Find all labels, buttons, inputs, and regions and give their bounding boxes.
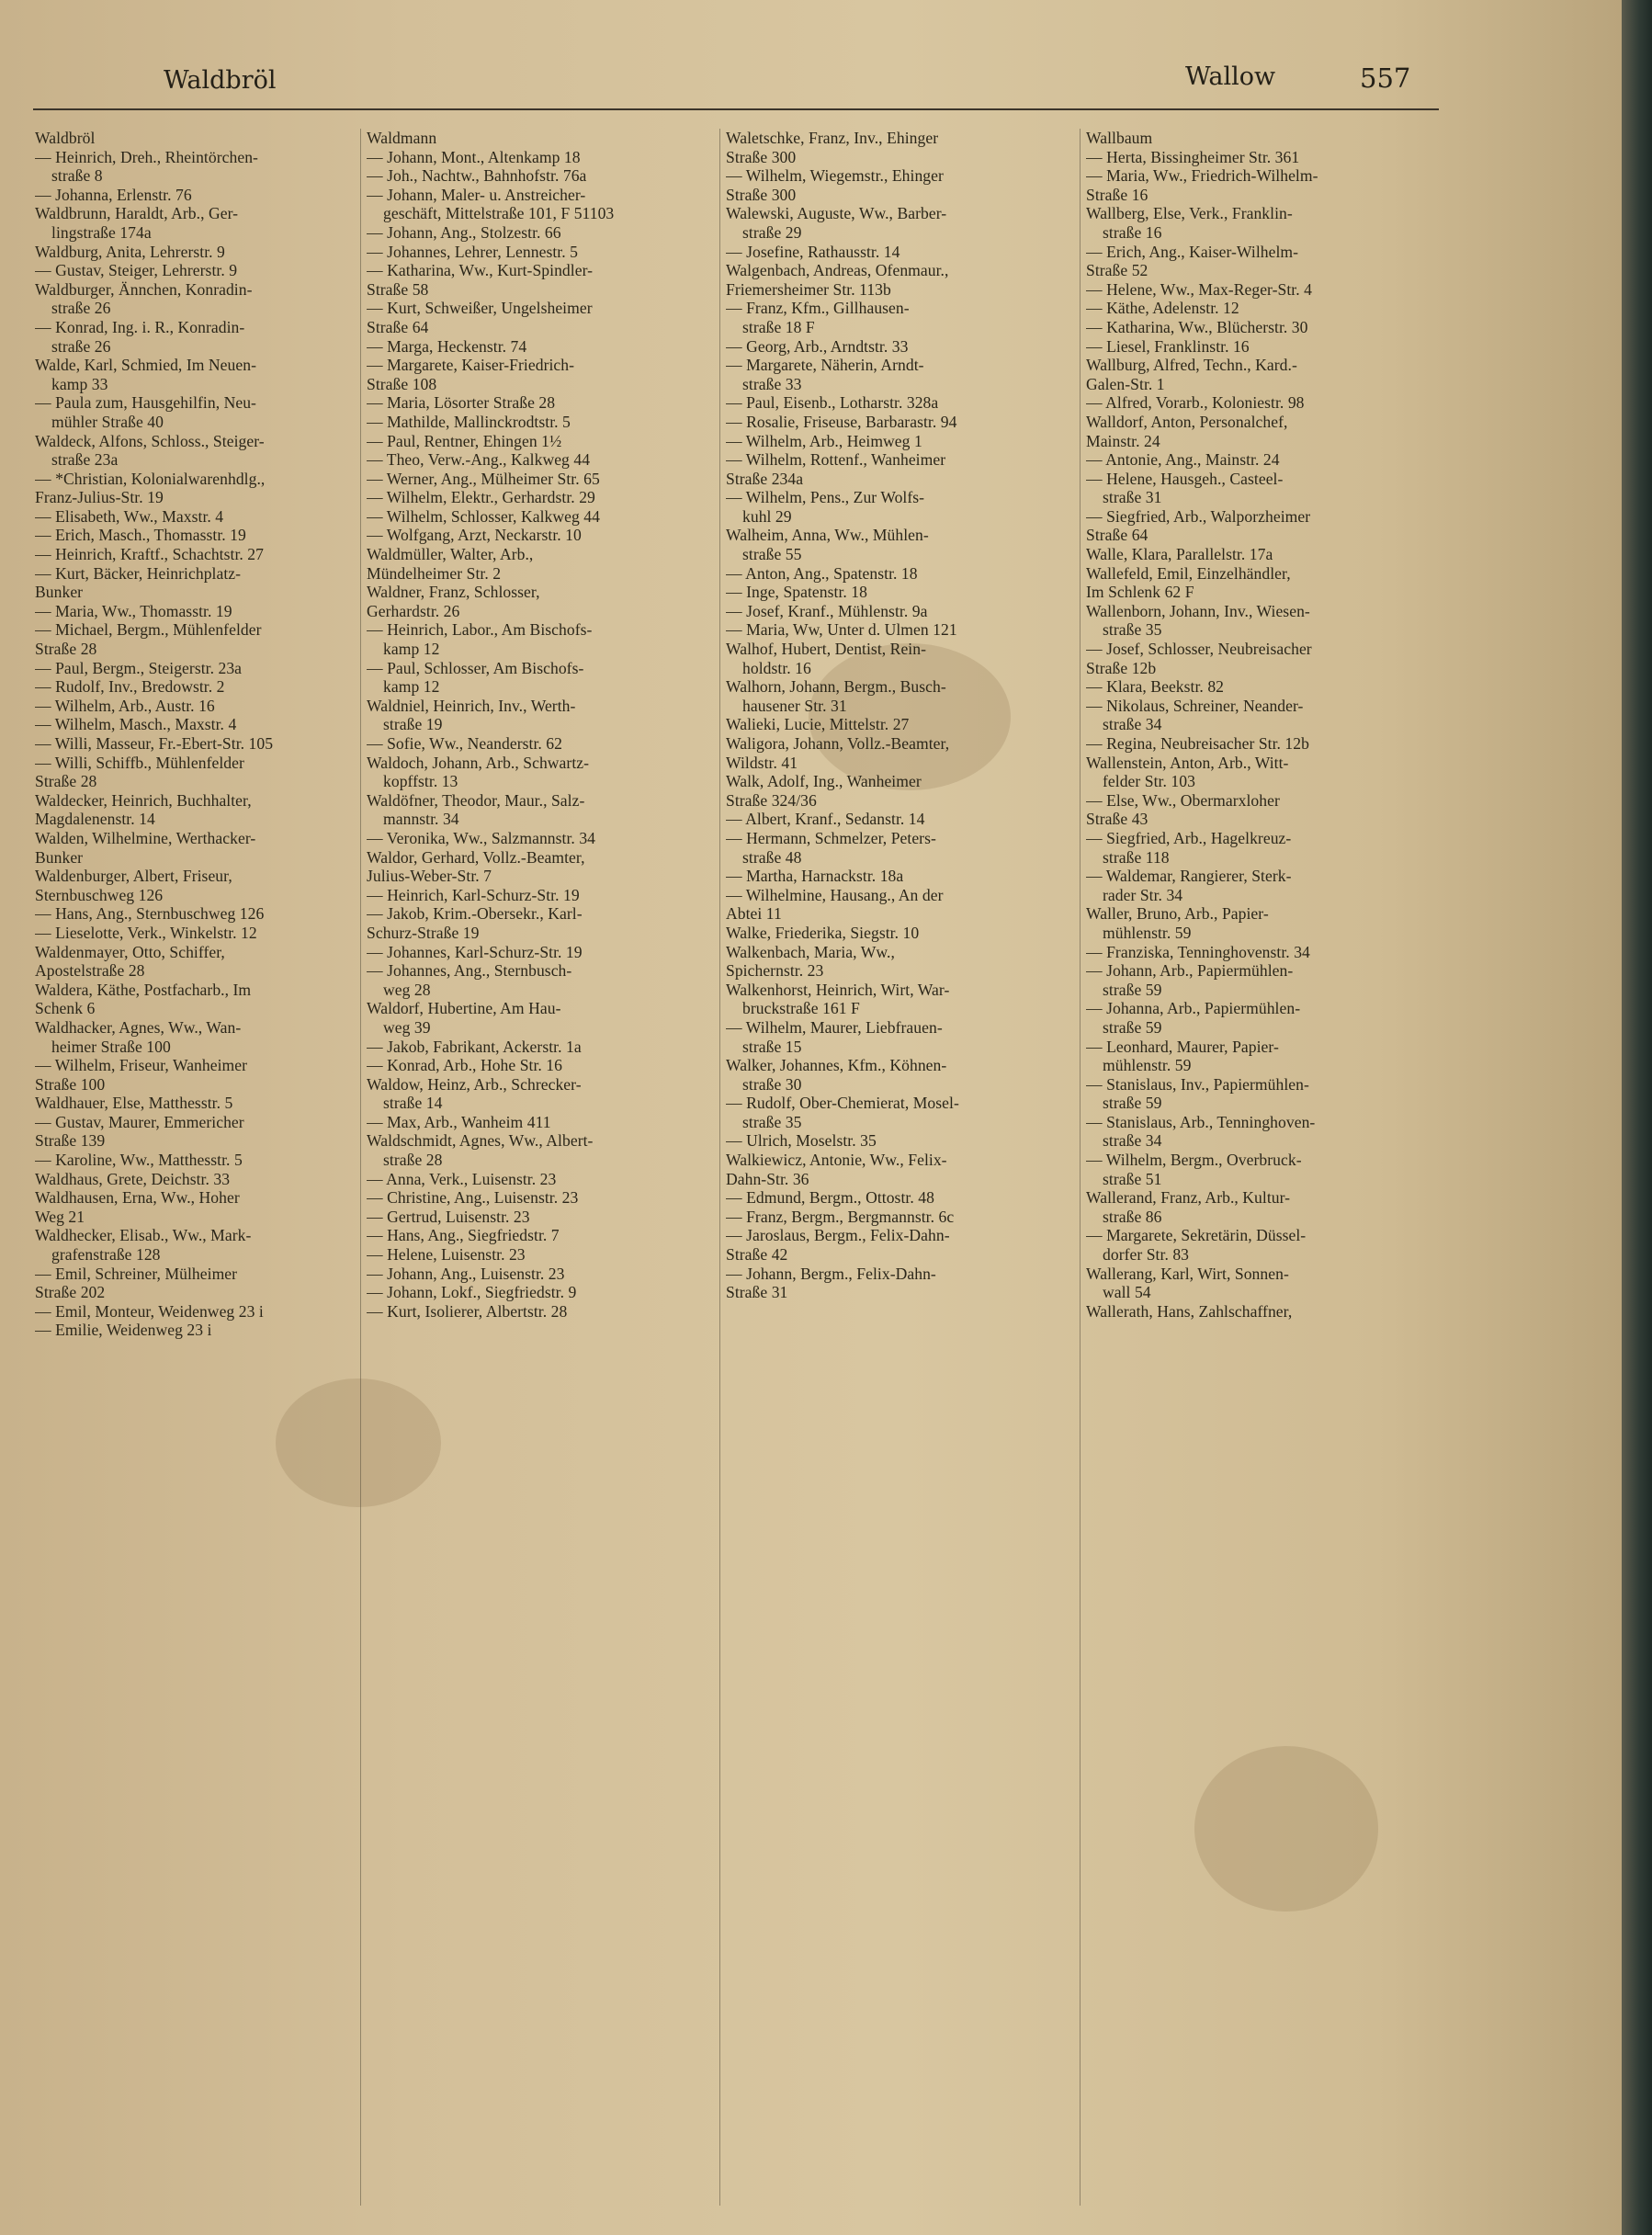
directory-entry-line: Waligora, Johann, Vollz.-Beamter, [726,734,950,753]
directory-entry-line: — Anton, Ang., Spatenstr. 18 [726,563,918,583]
directory-entry-line: Straße 28 [35,772,97,791]
directory-entry-line: straße 15 [742,1037,802,1056]
directory-entry-line: straße 59 [1103,1094,1162,1113]
directory-entry-line: Abtei 11 [726,904,782,924]
directory-entry-line: — Johann, Ang., Stolzestr. 66 [367,222,561,242]
directory-entry-line: — Willi, Masseur, Fr.-Ebert-Str. 105 [35,734,274,753]
directory-entry-line: — Konrad, Ing. i. R., Konradin- [35,317,245,336]
directory-entry-line: — Franz, Kfm., Gillhausen- [726,299,910,318]
directory-entry-line: Waldmüller, Walter, Arb., [367,545,534,564]
directory-entry-line: — Klara, Beekstr. 82 [1086,677,1225,697]
directory-entry-line: straße 16 [1103,222,1162,242]
directory-entry-line: — Heinrich, Dreh., Rheintörchen- [35,147,258,166]
directory-entry-line: — Wilhelm, Elektr., Gerhardstr. 29 [367,488,595,507]
directory-entry-line: Sternbuschweg 126 [35,885,164,904]
directory-entry-line: — Inge, Spatenstr. 18 [726,583,867,602]
directory-entry-line: Straße 300 [726,185,797,204]
directory-entry-line: kuhl 29 [742,506,792,526]
directory-entry-line: — Wilhelm, Pens., Zur Wolfs- [726,488,925,507]
directory-entry-line: straße 28 [383,1151,443,1170]
directory-entry-line: — Wilhelm, Bergm., Overbruck- [1086,1151,1302,1170]
directory-entry-line: Waldhaus, Grete, Deichstr. 33 [35,1169,231,1188]
directory-entry-line: Waldor, Gerhard, Vollz.-Beamter, [367,847,585,867]
directory-entry-line: — Erich, Ang., Kaiser-Wilhelm- [1086,242,1299,261]
directory-entry-line: straße 19 [383,715,443,734]
directory-entry-line: Waldera, Käthe, Postfacharb., Im [35,980,252,999]
directory-entry-line: — Georg, Arb., Arndtstr. 33 [726,336,909,356]
directory-entry-line: Schenk 6 [35,999,96,1018]
directory-entry-line: — Wilhelmine, Hausang., An der [726,885,944,904]
directory-entry-line: — Joh., Nachtw., Bahnhofstr. 76a [367,166,587,186]
running-head-left: Waldbröl [164,66,277,95]
directory-entry-line: Walden, Wilhelmine, Werthacker- [35,828,256,847]
directory-entry-line: straße 55 [742,545,802,564]
directory-entry-line: bruckstraße 161 F [742,999,860,1018]
directory-entry-line: Walhorn, Johann, Bergm., Busch- [726,677,946,697]
directory-entry-line: straße 30 [742,1074,802,1094]
directory-entry-line: Waller, Bruno, Arb., Papier- [1086,904,1269,924]
directory-entry-line: Schurz-Straße 19 [367,923,480,942]
directory-entry-line: — Max, Arb., Wanheim 411 [367,1112,551,1131]
directory-column-3 [726,129,1084,2206]
directory-entry-line: — Anna, Verk., Luisenstr. 23 [367,1169,557,1188]
directory-entry-line: Wallberg, Else, Verk., Franklin- [1086,204,1293,223]
directory-entry-line: — Josef, Kranf., Mühlenstr. 9a [726,601,928,620]
directory-entry-line: Waldburger, Ännchen, Konradin- [35,279,253,299]
directory-entry-line: Waldenmayer, Otto, Schiffer, [35,942,225,961]
directory-entry-line: Straße 202 [35,1283,106,1302]
directory-entry-line: — Rosalie, Friseuse, Barbarastr. 94 [726,412,957,431]
directory-entry-line: — Wilhelm, Friseur, Wanheimer [35,1056,248,1075]
directory-entry-line: Wallenborn, Johann, Inv., Wiesen- [1086,601,1310,620]
directory-entry-line: Straße 42 [726,1245,788,1265]
directory-entry-line: Waldniel, Heinrich, Inv., Werth- [367,696,576,715]
directory-entry-line: Straße 139 [35,1131,106,1151]
directory-entry-line: — Wilhelm, Arb., Austr. 16 [35,696,215,715]
directory-column-1 [35,129,393,2206]
directory-entry-line: dorfer Str. 83 [1103,1245,1190,1265]
directory-entry-line: — Emil, Schreiner, Mülheimer [35,1264,238,1283]
directory-entry-line: lingstraße 174a [51,222,152,242]
directory-entry-line: Im Schlenk 62 F [1086,583,1194,602]
directory-entry-line: — Rudolf, Ober-Chemierat, Mosel- [726,1094,959,1113]
directory-entry-line: geschäft, Mittelstraße 101, F 51103 [383,204,615,223]
directory-entry-line: — Johann, Lokf., Siegfriedstr. 9 [367,1283,577,1302]
directory-entry-line: — Wilhelm, Wiegemstr., Ehinger [726,166,944,186]
directory-entry-line: wall 54 [1103,1283,1151,1302]
directory-entry-line: straße 35 [742,1112,802,1131]
directory-entry-line: Wallenstein, Anton, Arb., Witt- [1086,753,1289,772]
directory-entry-line: weg 28 [383,980,431,999]
directory-entry-line: straße 31 [1103,488,1162,507]
directory-entry-line: — Rudolf, Inv., Bredowstr. 2 [35,677,225,697]
directory-entry-line: — Helene, Ww., Max-Reger-Str. 4 [1086,279,1312,299]
directory-entry-line: straße 34 [1103,1131,1162,1151]
directory-entry-line: — Jakob, Fabrikant, Ackerstr. 1a [367,1037,582,1056]
directory-entry-line: — *Christian, Kolonialwarenhdlg., [35,469,266,488]
directory-entry-line: Waldner, Franz, Schlosser, [367,583,540,602]
directory-entry-line: straße 51 [1103,1169,1162,1188]
directory-entry-line: straße 34 [1103,715,1162,734]
directory-entry-line: grafenstraße 128 [51,1245,161,1265]
directory-entry-line: — Marga, Heckenstr. 74 [367,336,527,356]
directory-entry-line: felder Str. 103 [1103,772,1195,791]
directory-entry-line: kamp 12 [383,677,440,697]
directory-entry-line: Walle, Klara, Parallelstr. 17a [1086,545,1273,564]
directory-entry-line: Spichernstr. 23 [726,961,824,981]
directory-entry-line: Weg 21 [35,1207,85,1226]
directory-entry-line: Walk, Adolf, Ing., Wanheimer [726,772,922,791]
directory-entry-line: Walke, Friederika, Siegstr. 10 [726,923,920,942]
directory-entry-line: — Erich, Masch., Thomasstr. 19 [35,526,246,545]
directory-entry-line: straße 48 [742,847,802,867]
directory-entry-line: Friemersheimer Str. 113b [726,279,891,299]
directory-entry-line: — Siegfried, Arb., Walporzheimer [1086,506,1311,526]
directory-entry-line: Walde, Karl, Schmied, Im Neuen- [35,356,256,375]
directory-entry-line: holdstr. 16 [742,658,811,677]
directory-entry-line: — Helene, Hausgeh., Casteel- [1086,469,1284,488]
page-number: 557 [1360,62,1411,94]
directory-entry-line: — Margarete, Sekretärin, Düssel- [1086,1226,1307,1245]
directory-entry-line: mühlenstr. 59 [1103,1056,1192,1075]
directory-entry-line: — Paul, Schlosser, Am Bischofs- [367,658,584,677]
directory-entry-line: Waldoch, Johann, Arb., Schwartz- [367,753,590,772]
directory-entry-line: Mündelheimer Str. 2 [367,563,502,583]
directory-entry-line: straße 33 [742,374,802,393]
directory-entry-line: — Maria, Ww, Unter d. Ulmen 121 [726,620,957,640]
directory-entry-line: Waldburg, Anita, Lehrerstr. 9 [35,242,225,261]
directory-entry-line: Straße 31 [726,1283,788,1302]
directory-entry-line: Magdalenenstr. 14 [35,810,155,829]
directory-entry-line: — Sofie, Ww., Neanderstr. 62 [367,734,562,753]
directory-entry-line: — Margarete, Näherin, Arndt- [726,356,924,375]
directory-entry-line: — Josefine, Rathausstr. 14 [726,242,900,261]
directory-entry-line: — Helene, Luisenstr. 23 [367,1245,526,1265]
directory-entry-line: Walker, Johannes, Kfm., Köhnen- [726,1056,947,1075]
directory-entry-line: Wildstr. 41 [726,753,798,772]
directory-entry-line: — Wilhelm, Schlosser, Kalkweg 44 [367,506,600,526]
directory-entry-line: — Johannes, Ang., Sternbusch- [367,961,572,981]
directory-entry-line: Straße 100 [35,1074,106,1094]
directory-entry-line: — Johann, Maler- u. Anstreicher- [367,185,586,204]
directory-entry-line: straße 14 [383,1094,443,1113]
directory-entry-line: — Johann, Ang., Luisenstr. 23 [367,1264,565,1283]
directory-entry-line: Bunker [35,583,84,602]
directory-entry-line: — Jakob, Krim.-Obersekr., Karl- [367,904,583,924]
directory-entry-line: — Werner, Ang., Mülheimer Str. 65 [367,469,600,488]
directory-entry-line: Wallerath, Hans, Zahlschaffner, [1086,1301,1293,1321]
directory-entry-line: rader Str. 34 [1103,885,1183,904]
directory-entry-line: Franz-Julius-Str. 19 [35,488,164,507]
directory-entry-line: — Johanna, Erlenstr. 76 [35,185,192,204]
directory-entry-line: Straße 28 [35,640,97,659]
directory-entry-line: Waldbrunn, Haraldt, Arb., Ger- [35,204,239,223]
directory-entry-line: — Else, Ww., Obermarxloher [1086,790,1280,810]
directory-entry-line: — Katharina, Ww., Blücherstr. 30 [1086,317,1308,336]
directory-entry-line: Straße 16 [1086,185,1148,204]
directory-entry-line: Waldorf, Hubertine, Am Hau- [367,999,561,1018]
directory-entry-line: — Regina, Neubreisacher Str. 12b [1086,734,1309,753]
directory-entry-line: — Heinrich, Kraftf., Schachtstr. 27 [35,545,264,564]
directory-entry-line: Straße 64 [1086,526,1148,545]
directory-column-4 [1086,129,1444,2206]
directory-entry-line: Walkenhorst, Heinrich, Wirt, War- [726,980,950,999]
directory-entry-line: — Christine, Ang., Luisenstr. 23 [367,1188,579,1208]
directory-entry-line: Straße 234a [726,469,804,488]
directory-entry-line: — Johanna, Arb., Papiermühlen- [1086,999,1301,1018]
directory-entry-line: — Johannes, Lehrer, Lennestr. 5 [367,242,578,261]
directory-entry-line: Wallbaum [1086,129,1153,147]
directory-entry-line: Waldhausen, Erna, Ww., Hoher [35,1188,240,1208]
directory-entry-line: — Willi, Schiffb., Mühlenfelder [35,753,244,772]
directory-entry-line: straße 86 [1103,1207,1162,1226]
directory-entry-line: — Lieselotte, Verk., Winkelstr. 12 [35,923,257,942]
directory-entry-line: straße 29 [742,222,802,242]
directory-entry-line: — Johann, Arb., Papiermühlen- [1086,961,1294,981]
directory-entry-line: — Alfred, Vorarb., Koloniestr. 98 [1086,393,1305,413]
directory-entry-line: — Gustav, Steiger, Lehrerstr. 9 [35,261,238,280]
directory-entry-line: straße 8 [51,166,103,186]
directory-entry-line: Gerhardstr. 26 [367,601,460,620]
directory-entry-line: — Gertrud, Luisenstr. 23 [367,1207,530,1226]
directory-entry-line: Walhof, Hubert, Dentist, Rein- [726,640,927,659]
directory-entry-line: — Jaroslaus, Bergm., Felix-Dahn- [726,1226,950,1245]
directory-entry-line: Wallerand, Franz, Arb., Kultur- [1086,1188,1291,1208]
directory-entry-line: Straße 12b [1086,658,1157,677]
directory-entry-line: — Herta, Bissingheimer Str. 361 [1086,147,1300,166]
directory-entry-line: — Johann, Mont., Altenkamp 18 [367,147,581,166]
directory-entry-line: straße 26 [51,336,111,356]
directory-entry-line: — Käthe, Adelenstr. 12 [1086,299,1239,318]
directory-entry-line: — Kurt, Bäcker, Heinrichplatz- [35,563,242,583]
directory-entry-line: — Stanislaus, Arb., Tenninghoven- [1086,1112,1316,1131]
directory-entry-line: — Katharina, Ww., Kurt-Spindler- [367,261,594,280]
directory-entry-line: mühler Straße 40 [51,412,164,431]
directory-entry-line: Waldschmidt, Agnes, Ww., Albert- [367,1131,594,1151]
directory-entry-line: — Paul, Bergm., Steigerstr. 23a [35,658,243,677]
directory-entry-line: Straße 58 [367,279,429,299]
directory-entry-line: — Waldemar, Rangierer, Sterk- [1086,867,1292,886]
directory-entry-line: — Stanislaus, Inv., Papiermühlen- [1086,1074,1309,1094]
directory-entry-line: Waldecker, Heinrich, Buchhalter, [35,790,252,810]
directory-entry-line: — Margarete, Kaiser-Friedrich- [367,356,575,375]
directory-entry-line: weg 39 [383,1017,431,1037]
running-head-right: Wallow [1185,62,1276,91]
directory-entry-line: straße 26 [51,299,111,318]
directory-entry-line: — Theo, Verw.-Ang., Kalkweg 44 [367,450,591,470]
directory-entry-line: — Wilhelm, Arb., Heimweg 1 [726,431,922,450]
directory-entry-line: — Ulrich, Moselstr. 35 [726,1131,877,1151]
directory-entry-line: — Martha, Harnackstr. 18a [726,867,904,886]
directory-entry-line: Straße 300 [726,147,797,166]
directory-entry-line: Mainstr. 24 [1086,431,1160,450]
directory-entry-line: kamp 33 [51,374,108,393]
directory-entry-line: — Emil, Monteur, Weidenweg 23 i [35,1301,264,1321]
directory-entry-line: Wallerang, Karl, Wirt, Sonnen- [1086,1264,1289,1283]
directory-entry-line: Dahn-Str. 36 [726,1169,809,1188]
directory-entry-line: Straße 324/36 [726,790,817,810]
directory-entry-line: Waldöfner, Theodor, Maur., Salz- [367,790,585,810]
directory-entry-line: — Josef, Schlosser, Neubreisacher [1086,640,1312,659]
directory-entry-line: Wallefeld, Emil, Einzelhändler, [1086,563,1291,583]
directory-entry-line: — Heinrich, Karl-Schurz-Str. 19 [367,885,580,904]
directory-entry-line: straße 23a [51,450,119,470]
directory-entry-line: Straße 52 [1086,261,1148,280]
directory-entry-line: Walkiewicz, Antonie, Ww., Felix- [726,1151,947,1170]
directory-entry-line: — Nikolaus, Schreiner, Neander- [1086,696,1304,715]
book-binding-edge [1622,0,1652,2235]
directory-entry-line: Waldmann [367,129,437,147]
directory-entry-line: straße 35 [1103,620,1162,640]
directory-entry-line: Straße 64 [367,317,429,336]
directory-entry-line: — Liesel, Franklinstr. 16 [1086,336,1250,356]
directory-entry-line: — Michael, Bergm., Mühlenfelder [35,620,262,640]
header-rule [33,108,1439,110]
directory-entry-line: — Franziska, Tenninghovenstr. 34 [1086,942,1310,961]
directory-entry-line: — Hans, Ang., Siegfriedstr. 7 [367,1226,560,1245]
directory-entry-line: — Edmund, Bergm., Ottostr. 48 [726,1188,934,1208]
directory-entry-line: Walewski, Auguste, Ww., Barber- [726,204,947,223]
directory-entry-line: straße 59 [1103,1017,1162,1037]
directory-entry-line: heimer Straße 100 [51,1037,171,1056]
directory-entry-line: — Karoline, Ww., Matthesstr. 5 [35,1151,243,1170]
directory-entry-line: Wallburg, Alfred, Techn., Kard.- [1086,356,1297,375]
directory-entry-line: — Paul, Rentner, Ehingen 1½ [367,431,562,450]
directory-entry-line: Apostelstraße 28 [35,961,145,981]
directory-entry-line: — Siegfried, Arb., Hagelkreuz- [1086,828,1292,847]
directory-entry-line: kopffstr. 13 [383,772,458,791]
directory-entry-line: — Heinrich, Labor., Am Bischofs- [367,620,593,640]
directory-entry-line: — Wilhelm, Masch., Maxstr. 4 [35,715,237,734]
directory-entry-line: — Antonie, Ang., Mainstr. 24 [1086,450,1280,470]
directory-entry-line: — Maria, Ww., Thomasstr. 19 [35,601,232,620]
directory-entry-line: — Mathilde, Mallinckrodtstr. 5 [367,412,571,431]
directory-entry-line: straße 18 F [742,317,815,336]
directory-entry-line: — Elisabeth, Ww., Maxstr. 4 [35,506,224,526]
directory-entry-line: mannstr. 34 [383,810,459,829]
directory-entry-line: Julius-Weber-Str. 7 [367,867,492,886]
directory-entry-line: Walkenbach, Maria, Ww., [726,942,895,961]
directory-entry-line: — Veronika, Ww., Salzmannstr. 34 [367,828,596,847]
directory-entry-line: Waldhecker, Elisab., Ww., Mark- [35,1226,252,1245]
directory-entry-line: — Leonhard, Maurer, Papier- [1086,1037,1279,1056]
directory-entry-line: — Kurt, Isolierer, Albertstr. 28 [367,1301,568,1321]
directory-entry-line: mühlenstr. 59 [1103,923,1192,942]
directory-entry-line: Walgenbach, Andreas, Ofenmaur., [726,261,949,280]
directory-entry-line: Waldow, Heinz, Arb., Schrecker- [367,1074,582,1094]
directory-entry-line: Walldorf, Anton, Personalchef, [1086,412,1288,431]
directory-entry-line: — Albert, Kranf., Sedanstr. 14 [726,810,925,829]
directory-entry-line: — Johann, Bergm., Felix-Dahn- [726,1264,936,1283]
directory-entry-line: Waldeck, Alfons, Schloss., Steiger- [35,431,265,450]
directory-entry-line: — Konrad, Arb., Hohe Str. 16 [367,1056,562,1075]
directory-entry-line: Straße 108 [367,374,437,393]
directory-entry-line: — Maria, Lösorter Straße 28 [367,393,556,413]
directory-entry-line: — Kurt, Schweißer, Ungelsheimer [367,299,593,318]
directory-entry-line: straße 118 [1103,847,1170,867]
directory-entry-line: — Franz, Bergm., Bergmannstr. 6c [726,1207,955,1226]
directory-entry-line: — Maria, Ww., Friedrich-Wilhelm- [1086,166,1318,186]
directory-entry-line: Waldenburger, Albert, Friseur, [35,867,232,886]
directory-entry-line: Waldhacker, Agnes, Ww., Wan- [35,1017,242,1037]
directory-entry-line: straße 59 [1103,980,1162,999]
directory-entry-line: Waldhauer, Else, Matthesstr. 5 [35,1094,233,1113]
directory-entry-line: — Emilie, Weidenweg 23 i [35,1321,212,1340]
directory-entry-line: Galen-Str. 1 [1086,374,1165,393]
directory-entry-line: Waletschke, Franz, Inv., Ehinger [726,129,939,147]
directory-entry-line: hausener Str. 31 [742,696,847,715]
directory-entry-line: Walheim, Anna, Ww., Mühlen- [726,526,929,545]
directory-entry-line: — Paul, Eisenb., Lotharstr. 328a [726,393,939,413]
directory-entry-line: — Wolfgang, Arzt, Neckarstr. 10 [367,526,582,545]
directory-entry-line: Bunker [35,847,84,867]
directory-entry-line: — Johannes, Karl-Schurz-Str. 19 [367,942,583,961]
directory-entry-line: — Wilhelm, Rottenf., Wanheimer [726,450,946,470]
directory-entry-line: kamp 12 [383,640,440,659]
directory-column-2 [367,129,725,2206]
directory-entry-line: Walieki, Lucie, Mittelstr. 27 [726,715,910,734]
directory-entry-line: — Paula zum, Hausgehilfin, Neu- [35,393,256,413]
directory-entry-line: Straße 43 [1086,810,1148,829]
directory-entry-line: Waldbröl [35,129,96,147]
directory-entry-line: — Gustav, Maurer, Emmericher [35,1112,244,1131]
directory-entry-line: — Hans, Ang., Sternbuschweg 126 [35,904,265,924]
directory-entry-line: — Hermann, Schmelzer, Peters- [726,828,936,847]
directory-entry-line: — Wilhelm, Maurer, Liebfrauen- [726,1017,943,1037]
